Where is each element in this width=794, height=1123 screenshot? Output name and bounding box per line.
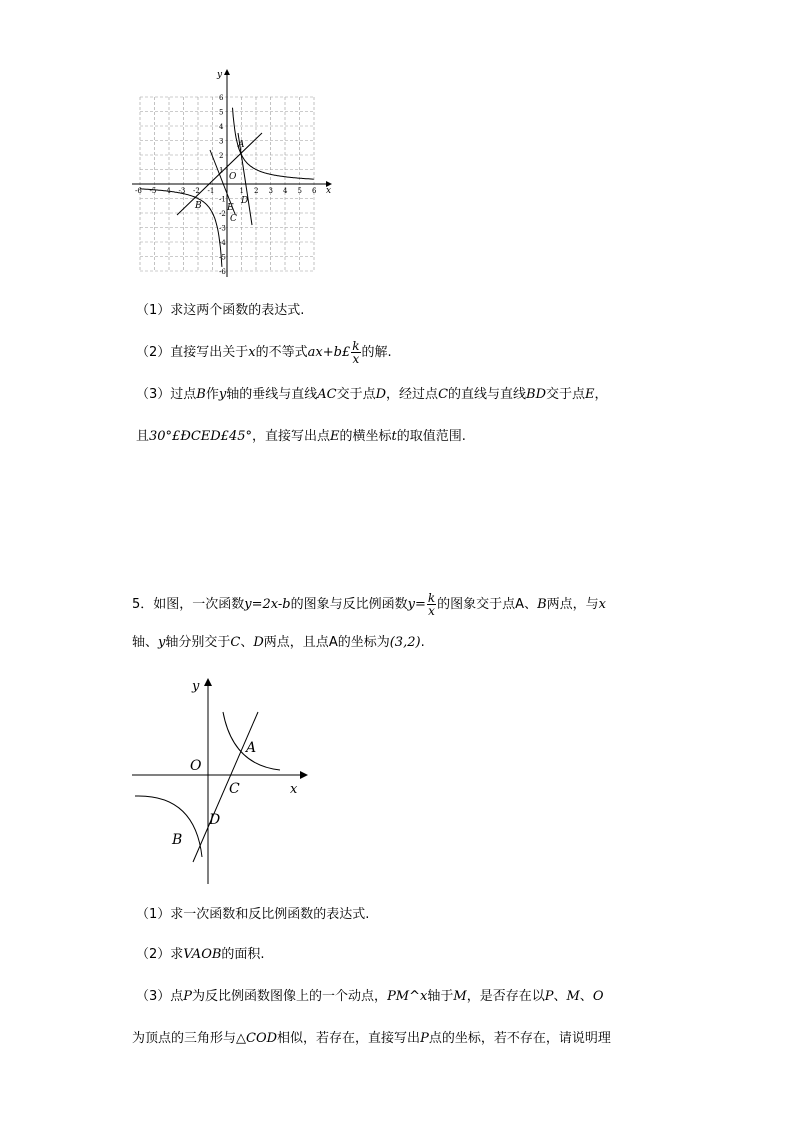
label-o: O	[190, 758, 202, 774]
q4-part2-post: 的解.	[361, 345, 392, 360]
text: 求	[170, 947, 184, 962]
text: 、	[240, 635, 254, 650]
text: 且	[136, 429, 150, 444]
text: 交于点	[336, 387, 376, 402]
coordinate-a: (3,2)	[389, 635, 421, 650]
inverse-fraction	[427, 592, 436, 617]
var-e: E	[330, 429, 340, 444]
q5-intro-line1	[132, 592, 606, 617]
label-x: x	[326, 186, 332, 196]
tick-labels	[135, 94, 317, 276]
text: 点	[170, 989, 184, 1004]
text: 两点，与	[546, 597, 599, 612]
text: .	[420, 635, 425, 650]
text: 轴分别交于	[165, 635, 231, 650]
text: 交于点	[546, 387, 586, 402]
q4-part2-mid: 的不等式	[255, 345, 308, 360]
text: 的横坐标	[339, 429, 392, 444]
text: ，直接写出点	[252, 429, 331, 444]
fraction-denominator: x	[428, 604, 435, 618]
text: ，是否存在以	[466, 989, 545, 1004]
q5-part1	[136, 906, 369, 924]
text: 为顶点的三角形与	[132, 1031, 237, 1046]
label-b: B	[172, 832, 183, 848]
y-tick-label: 4	[219, 123, 224, 131]
var-e: E	[585, 387, 595, 402]
label-y: y	[217, 70, 223, 80]
var-x: x	[598, 597, 607, 612]
text: 过点	[170, 387, 197, 402]
x-tick-label: -2	[193, 187, 200, 195]
var-p: P	[183, 989, 193, 1004]
fraction-numerator: k	[427, 591, 436, 605]
x-tick-label: -4	[164, 187, 171, 195]
q5-part1-number: （1）	[136, 907, 171, 922]
y-tick-label: -4	[219, 239, 226, 247]
graph-1	[130, 65, 340, 280]
x-tick-label: 4	[283, 187, 288, 195]
text: 、	[553, 989, 567, 1004]
x-tick-label: -6	[135, 187, 142, 195]
q4-part2	[136, 340, 392, 365]
x-tick-label: -3	[178, 187, 186, 195]
var-bd: BD	[526, 387, 547, 402]
q5-part3-number: （3）	[136, 989, 171, 1004]
text: 、	[579, 989, 593, 1004]
text: 的取值范围.	[396, 429, 466, 444]
label-d: D	[241, 196, 249, 206]
q5-part1-text: 求一次函数和反比例函数的表达式.	[170, 907, 370, 922]
y-tick-label: -5	[219, 253, 226, 262]
label-c: C	[229, 781, 240, 797]
hyperbola-branch-3	[135, 796, 202, 857]
hyperbola-branch-3	[140, 189, 222, 267]
q5-intro-line2	[132, 634, 425, 652]
inverse-equation-lhs: y=	[407, 597, 426, 612]
label-a: A	[238, 140, 245, 150]
var-p: P	[420, 1031, 429, 1046]
text: ，经过点	[386, 387, 439, 402]
var-t: t	[391, 429, 397, 444]
text: 的图象与反比例函数	[290, 597, 408, 612]
y-axis-arrow	[224, 69, 230, 75]
fraction-denominator: x	[352, 352, 360, 366]
label-y: y	[192, 679, 200, 694]
var-pm: PM	[387, 989, 410, 1004]
x-tick-label: -1	[207, 187, 215, 195]
q4-part3-line2	[136, 428, 466, 446]
fraction-numerator: k	[352, 339, 360, 353]
y-tick-label: 2	[219, 152, 224, 160]
point-a: A	[515, 597, 525, 612]
y-tick-label: -2	[219, 210, 226, 218]
var-c: C	[438, 387, 449, 402]
linear-equation: y=2x-b	[244, 597, 291, 612]
q4-part2-var: x	[248, 345, 256, 360]
label-e: E	[227, 203, 234, 213]
label-d: D	[209, 812, 221, 828]
point-d: D	[253, 635, 264, 650]
linear-function-line	[193, 712, 258, 862]
q5-number: 5．如图，一次函数	[132, 597, 245, 612]
var-y: y	[218, 387, 227, 402]
x-tick-label: 3	[268, 187, 273, 195]
triangle-symbol: △	[236, 1031, 247, 1046]
text: 作	[205, 387, 219, 402]
var-m: M	[566, 989, 580, 1004]
var-ac: AC	[317, 387, 337, 402]
text: 的坐标为	[337, 635, 390, 650]
y-tick-label: -6	[219, 268, 226, 276]
text: 轴于	[427, 989, 454, 1004]
x-tick-label: 5	[297, 187, 302, 195]
text: 相似，若存在，直接写出	[277, 1031, 421, 1046]
q4-part1	[136, 302, 304, 320]
text: 轴的垂线与直线	[226, 387, 318, 402]
point-a: A	[328, 635, 338, 650]
q4-part2-expr: ax+b£	[307, 345, 351, 360]
q4-part1-number: （1）	[136, 303, 171, 318]
point-b: B	[537, 597, 547, 612]
y-axis-arrow	[204, 678, 212, 686]
q5-part2	[136, 946, 265, 964]
y-tick-label: 3	[219, 137, 224, 146]
var-b: B	[196, 387, 206, 402]
label-o: O	[229, 172, 237, 182]
x-tick-label: 6	[312, 187, 317, 195]
x-tick-label: 2	[254, 187, 259, 195]
label-a: A	[246, 740, 257, 756]
text: 的面积.	[221, 947, 265, 962]
graph-2	[130, 672, 320, 887]
text: 为反比例函数图像上的一个动点，	[192, 989, 388, 1004]
y-tick-label: 1	[219, 166, 224, 175]
var-o: O	[592, 989, 604, 1004]
label-x: x	[290, 782, 298, 797]
text: 、	[524, 597, 538, 612]
triangle-aob: VAOB	[183, 947, 222, 962]
x-tick-label: 1	[239, 187, 244, 195]
q5-part2-number: （2）	[136, 947, 171, 962]
var-d: D	[375, 387, 387, 402]
perp-symbol: ^	[409, 989, 421, 1004]
q5-part3-line1	[136, 988, 603, 1006]
var-x: x	[420, 989, 428, 1004]
q5-part3-line2	[132, 1030, 611, 1048]
x-tick-label: -5	[149, 187, 157, 195]
y-tick-label: 5	[219, 108, 224, 117]
point-c: C	[230, 635, 241, 650]
text: 两点，且点	[263, 635, 329, 650]
label-c: C	[230, 214, 237, 224]
label-b: B	[195, 201, 202, 211]
var-m: M	[453, 989, 467, 1004]
q4-part3-number: （3）	[136, 387, 171, 402]
q4-part2-fraction	[351, 340, 360, 365]
q4-part2-pre: 直接写出关于	[170, 345, 249, 360]
text: 轴、	[132, 635, 159, 650]
x-axis-arrow	[300, 771, 308, 779]
q4-part3-line1	[136, 386, 608, 404]
text: 的直线与直线	[448, 387, 527, 402]
text: ，	[594, 387, 608, 402]
y-tick-label: -3	[219, 224, 226, 233]
text: 点的坐标，若不存在，请说明理	[428, 1031, 611, 1046]
q4-part1-text: 求这两个函数的表达式.	[170, 303, 305, 318]
var-y: y	[158, 635, 166, 650]
text: 的图象交于点	[437, 597, 516, 612]
hyperbola-branch-1	[233, 108, 314, 180]
var-p: P	[544, 989, 554, 1004]
y-tick-label: 6	[219, 94, 224, 102]
y-tick-label: -1	[219, 195, 226, 204]
q4-part2-number: （2）	[136, 345, 171, 360]
angle-range-expr: 30°£ÐCED£45°	[149, 429, 252, 444]
triangle-cod: COD	[246, 1031, 278, 1046]
